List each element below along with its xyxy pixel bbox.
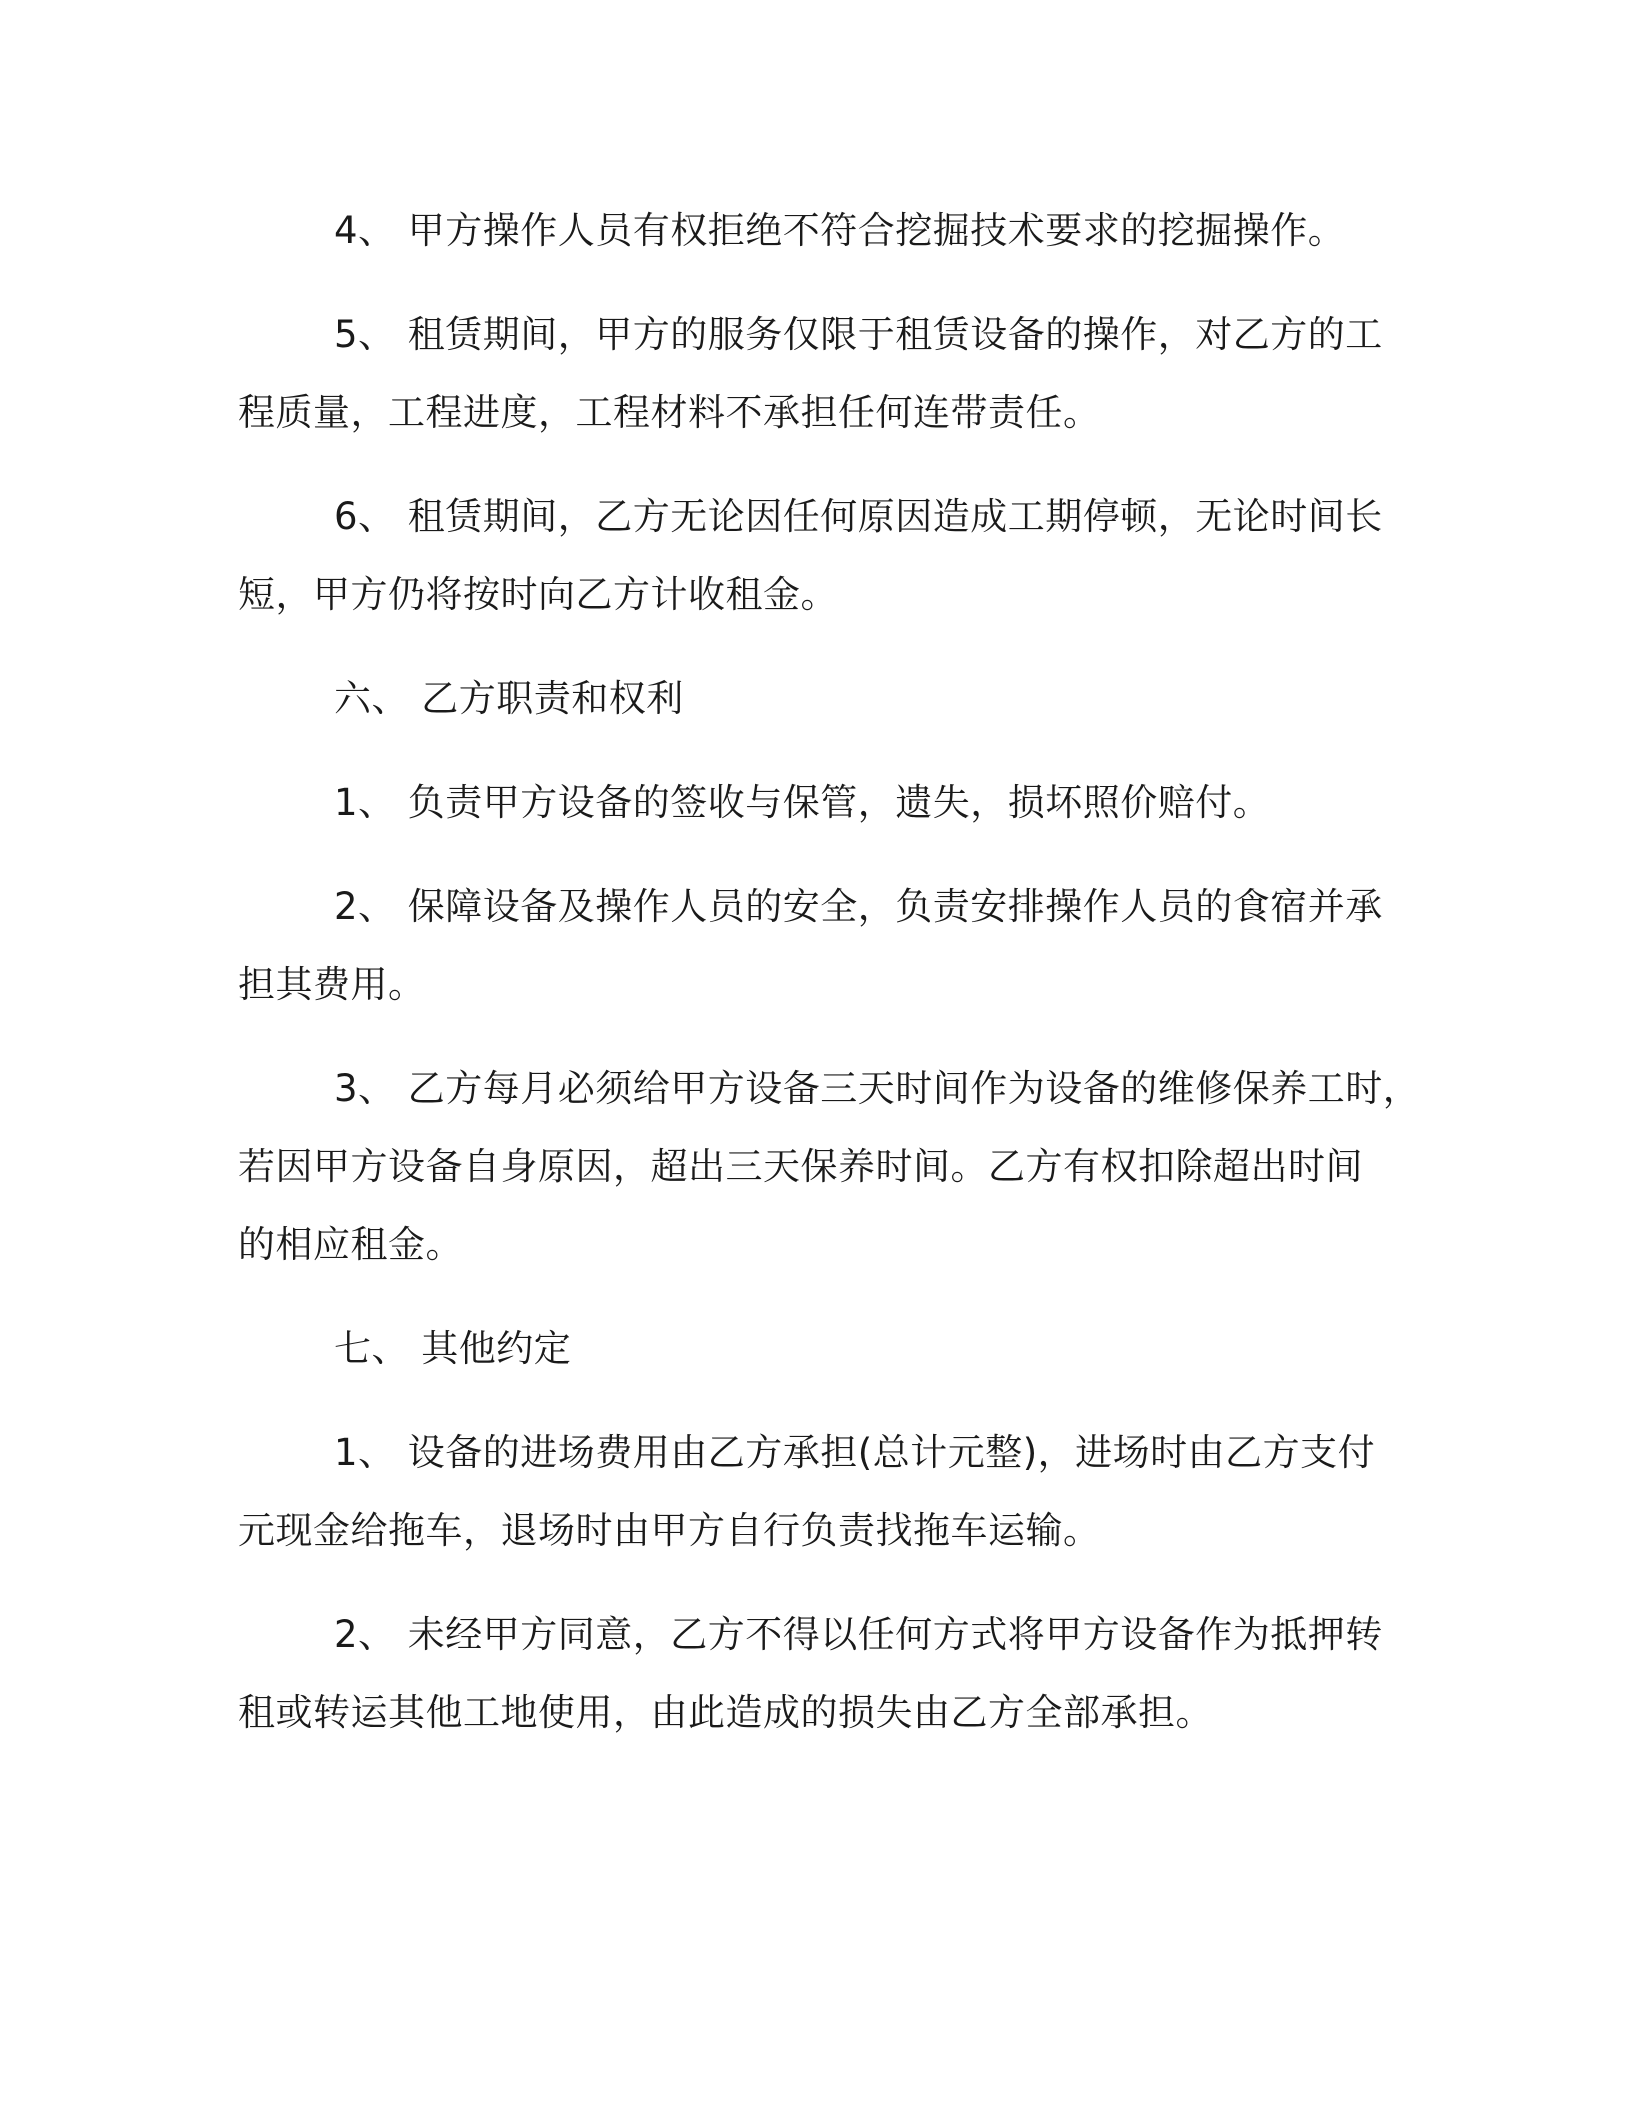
- clause-line: 租或转运其他工地使用，由此造成的损失由乙方全部承担。: [238, 1691, 1213, 1734]
- clause-6-2: [238, 868, 1386, 1024]
- clause-7-1: [238, 1414, 1386, 1570]
- clause-line: 5、 租赁期间，甲方的服务仅限于租赁设备的操作，对乙方的工: [334, 313, 1383, 356]
- clause-line: 短，甲方仍将按时向乙方计收租金。: [238, 573, 838, 616]
- clause-6-3: [238, 1050, 1421, 1284]
- clause-5-5: [238, 296, 1386, 452]
- clause-line: 的相应租金。: [238, 1223, 463, 1266]
- clause-line: 1、 负责甲方设备的签收与保管，遗失，损坏照价赔付。: [334, 781, 1271, 824]
- section-heading-6: [238, 660, 1386, 738]
- clause-line: 2、 未经甲方同意，乙方不得以任何方式将甲方设备作为抵押转: [334, 1613, 1383, 1656]
- clause-line: 4、 甲方操作人员有权拒绝不符合挖掘技术要求的挖掘操作。: [334, 209, 1346, 252]
- clause-line: 3、 乙方每月必须给甲方设备三天时间作为设备的维修保养工时，: [334, 1067, 1421, 1110]
- clause-line: 若因甲方设备自身原因，超出三天保养时间。乙方有权扣除超出时间: [238, 1145, 1363, 1188]
- clause-line: 6、 租赁期间，乙方无论因任何原因造成工期停顿，无论时间长: [334, 495, 1383, 538]
- section-heading: 七、 其他约定: [334, 1327, 572, 1370]
- clause-line: 程质量，工程进度，工程材料不承担任何连带责任。: [238, 391, 1101, 434]
- clause-6-1: [238, 764, 1386, 842]
- clause-line: 2、 保障设备及操作人员的安全，负责安排操作人员的食宿并承: [334, 885, 1383, 928]
- clause-7-2: [238, 1596, 1386, 1752]
- clause-line: 元现金给拖车，退场时由甲方自行负责找拖车运输。: [238, 1509, 1101, 1552]
- clause-line: 1、 设备的进场费用由乙方承担(总计元整)，进场时由乙方支付: [334, 1431, 1376, 1474]
- document-body: [238, 192, 1421, 1778]
- section-heading-7: [238, 1310, 1386, 1388]
- clause-5-6: [238, 478, 1386, 634]
- section-heading: 六、 乙方职责和权利: [334, 677, 684, 720]
- clause-5-4: [238, 192, 1386, 270]
- clause-line: 担其费用。: [238, 963, 426, 1006]
